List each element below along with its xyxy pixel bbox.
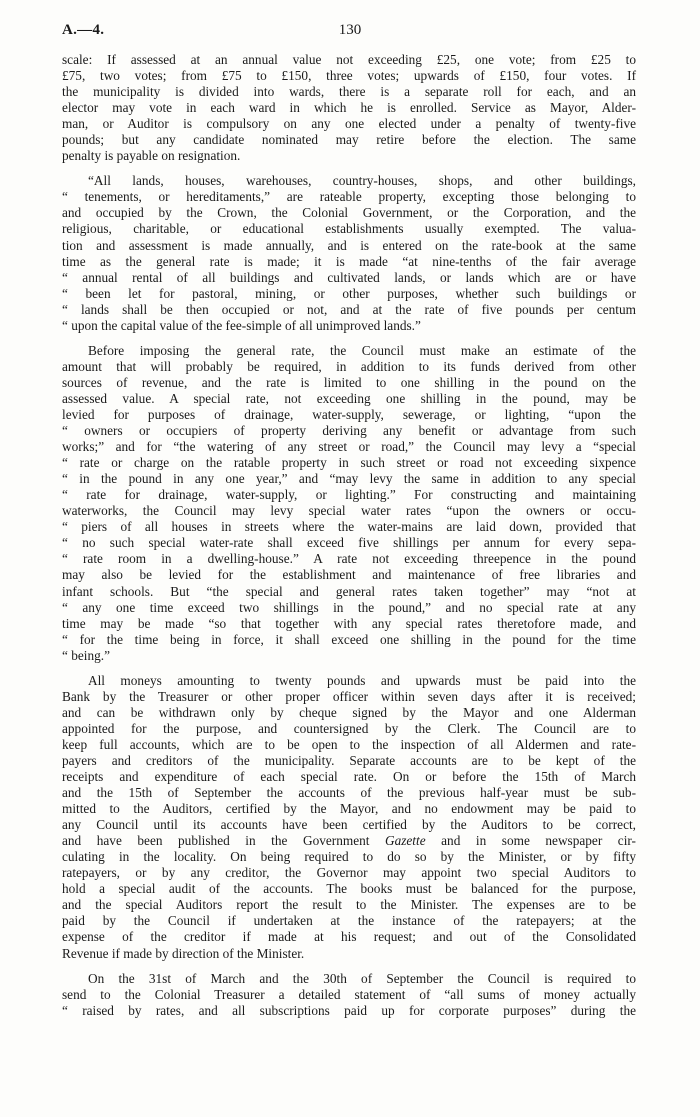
paragraph: [62, 971, 636, 1019]
text-line: sources of revenue, and the rate is limited to one shilling in the pound on the: [62, 374, 636, 390]
text-line: “ rate room in a dwelling-house.” A rate not exceeding threepence in the pound: [62, 551, 636, 567]
text-line: mitted to the Auditors, certified by the Mayor, and no endowment may be paid to: [62, 801, 636, 817]
text-line: “ owners or occupiers of property deriving any benefit or advantage from such: [62, 423, 636, 439]
paragraph: [62, 343, 636, 664]
body-text: [62, 52, 636, 1028]
text-line: Before imposing the general rate, the Council must make an estimate of the: [88, 342, 636, 358]
text-line: “ been let for pastoral, mining, or other purposes, whether such buildings or: [62, 285, 636, 301]
document-reference: A.—4.: [62, 22, 105, 38]
text-line: send to the Colonial Treasurer a detailed statement of “all sums of money actually: [62, 986, 636, 1002]
text-line: pounds; but any candidate nominated may retire before the election. The same: [62, 132, 636, 148]
text-line: “ piers of all houses in streets where the water-mains are laid down, provided that: [62, 519, 636, 535]
text-line: and the 15th of September the accounts of the previous half-year must be sub-: [62, 785, 636, 801]
text-line: On the 31st of March and the 30th of September the Council is required to: [88, 970, 636, 986]
text-line: levied for purposes of drainage, water-supply, sewerage, or lighting, “upon the: [62, 406, 636, 422]
text-line: payers and creditors of the municipality. Separate accounts are to be kept of the: [62, 752, 636, 768]
text-line: man, or Auditor is compulsory on any one elected under a penalty of twenty-five: [62, 116, 636, 132]
text-line: “ rate or charge on the ratable property in such street or road not exceeding sixpence: [62, 455, 636, 471]
text-line: ratepayers, or by any creditor, the Governor may appoint two special Auditors to: [62, 865, 636, 881]
text-line: religious, charitable, or educational establishments usually exempted. The valua-: [62, 221, 636, 237]
text-line: appointed for the purpose, and countersigned by the Clerk. The Council are to: [62, 720, 636, 736]
text-line: keep full accounts, which are to be open to the inspection of all Aldermen and rate-: [62, 736, 636, 752]
text-line: Revenue if made by direction of the Minister.: [62, 945, 305, 961]
text-line: works;” and for “the watering of any street or road,” the Council may levy a “special: [62, 439, 636, 455]
text-line: scale: If assessed at an annual value not exceeding £25, one vote; from £25 to: [62, 52, 636, 67]
text-line: “All lands, houses, warehouses, country-houses, shops, and other buildings,: [88, 173, 636, 189]
page-number: 130: [338, 22, 362, 38]
text-line: “ no such special water-rate shall exceed five shillings per annum for every sepa-: [62, 535, 636, 551]
text-line: assessed value. A special rate, not exceeding one shilling in the pound, may be: [62, 390, 636, 406]
text-line: “ annual rental of all buildings and cultivated lands, or lands which are or have: [62, 269, 636, 285]
text-line: elector may vote in each ward in which he is enrolled. Service as Mayor, Alder-: [62, 100, 636, 116]
text-line: “ being.”: [62, 647, 110, 663]
paragraph: [62, 52, 636, 164]
text-line: “ in the pound in any one year,” and “may levy the same in addition to any special: [62, 471, 636, 487]
text-line: and have been published in the Government Gazette and in some newspaper cir-: [62, 833, 636, 849]
text-line: paid by the Council if undertaken at the instance of the ratepayers; at the: [62, 913, 636, 929]
text-line: “ tenements, or hereditaments,” are rateable property, excepting those belonging to: [62, 189, 636, 205]
text-line: hold a special audit of the accounts. The books must be balanced for the purpose,: [62, 881, 636, 897]
text-line: any Council until its accounts have been certified by the Auditors to be correct,: [62, 817, 636, 833]
text-line: culating in the locality. On being required to do so by the Minister, or by fifty: [62, 849, 636, 865]
text-line: amount that will probably be required, in addition to its funds derived from other: [62, 358, 636, 374]
text-line: and occupied by the Crown, the Colonial Government, or the Corporation, and the: [62, 205, 636, 221]
text-line: “ raised by rates, and all subscriptions paid up for corporate purposes” during the: [62, 1002, 636, 1018]
text-line: waterworks, the Council may levy special water rates “upon the owners or occu-: [62, 503, 636, 519]
text-line: expense of the creditor if made at his request; and out of the Consolidated: [62, 929, 636, 945]
text-line: Bank by the Treasurer or other proper officer within seven days after it is received;: [62, 688, 636, 704]
text-line: the municipality is divided into wards, there is a separate roll for each, and an: [62, 84, 636, 100]
text-line: penalty is payable on resignation.: [62, 148, 241, 164]
text-line: “ for the time being in force, it shall exceed one shilling in the pound for the time: [62, 631, 636, 647]
text-line: and can be withdrawn only by cheque signed by the Mayor and one Alderman: [62, 704, 636, 720]
text-line: “ any one time exceed two shillings in the pound,” and no special rate at any: [62, 599, 636, 615]
text-line: tion and assessment is made annually, and is entered on the rate-book at the same: [62, 237, 636, 253]
text-line: time as the general rate is made; it is made “at nine-tenths of the fair average: [62, 253, 636, 269]
text-line: £75, two votes; from £75 to £150, three votes; upwards of £150, four votes. If: [62, 68, 636, 84]
text-line: “ upon the capital value of the fee-simple of all unimproved lands.”: [62, 317, 421, 333]
text-line: may also be levied for the establishment and maintenance of free libraries and: [62, 567, 636, 583]
text-line: time may be made “so that together with any special rates theretofore made, and: [62, 615, 636, 631]
text-line: receipts and expenditure of each special rate. On or before the 15th of March: [62, 769, 636, 785]
paragraph: [62, 673, 636, 962]
text-line: infant schools. But “the special and general rates taken together” may “not at: [62, 583, 636, 599]
page-header: [62, 22, 638, 44]
text-line: “ lands shall be then occupied or not, and at the rate of five pounds per centum: [62, 301, 636, 317]
text-line: All moneys amounting to twenty pounds and upwards must be paid into the: [88, 672, 636, 688]
text-line: and the special Auditors report the result to the Minister. The expenses are to be: [62, 897, 636, 913]
paragraph: [62, 173, 636, 333]
text-line: “ rate for drainage, water-supply, or lighting.” For constructing and maintaining: [62, 487, 636, 503]
